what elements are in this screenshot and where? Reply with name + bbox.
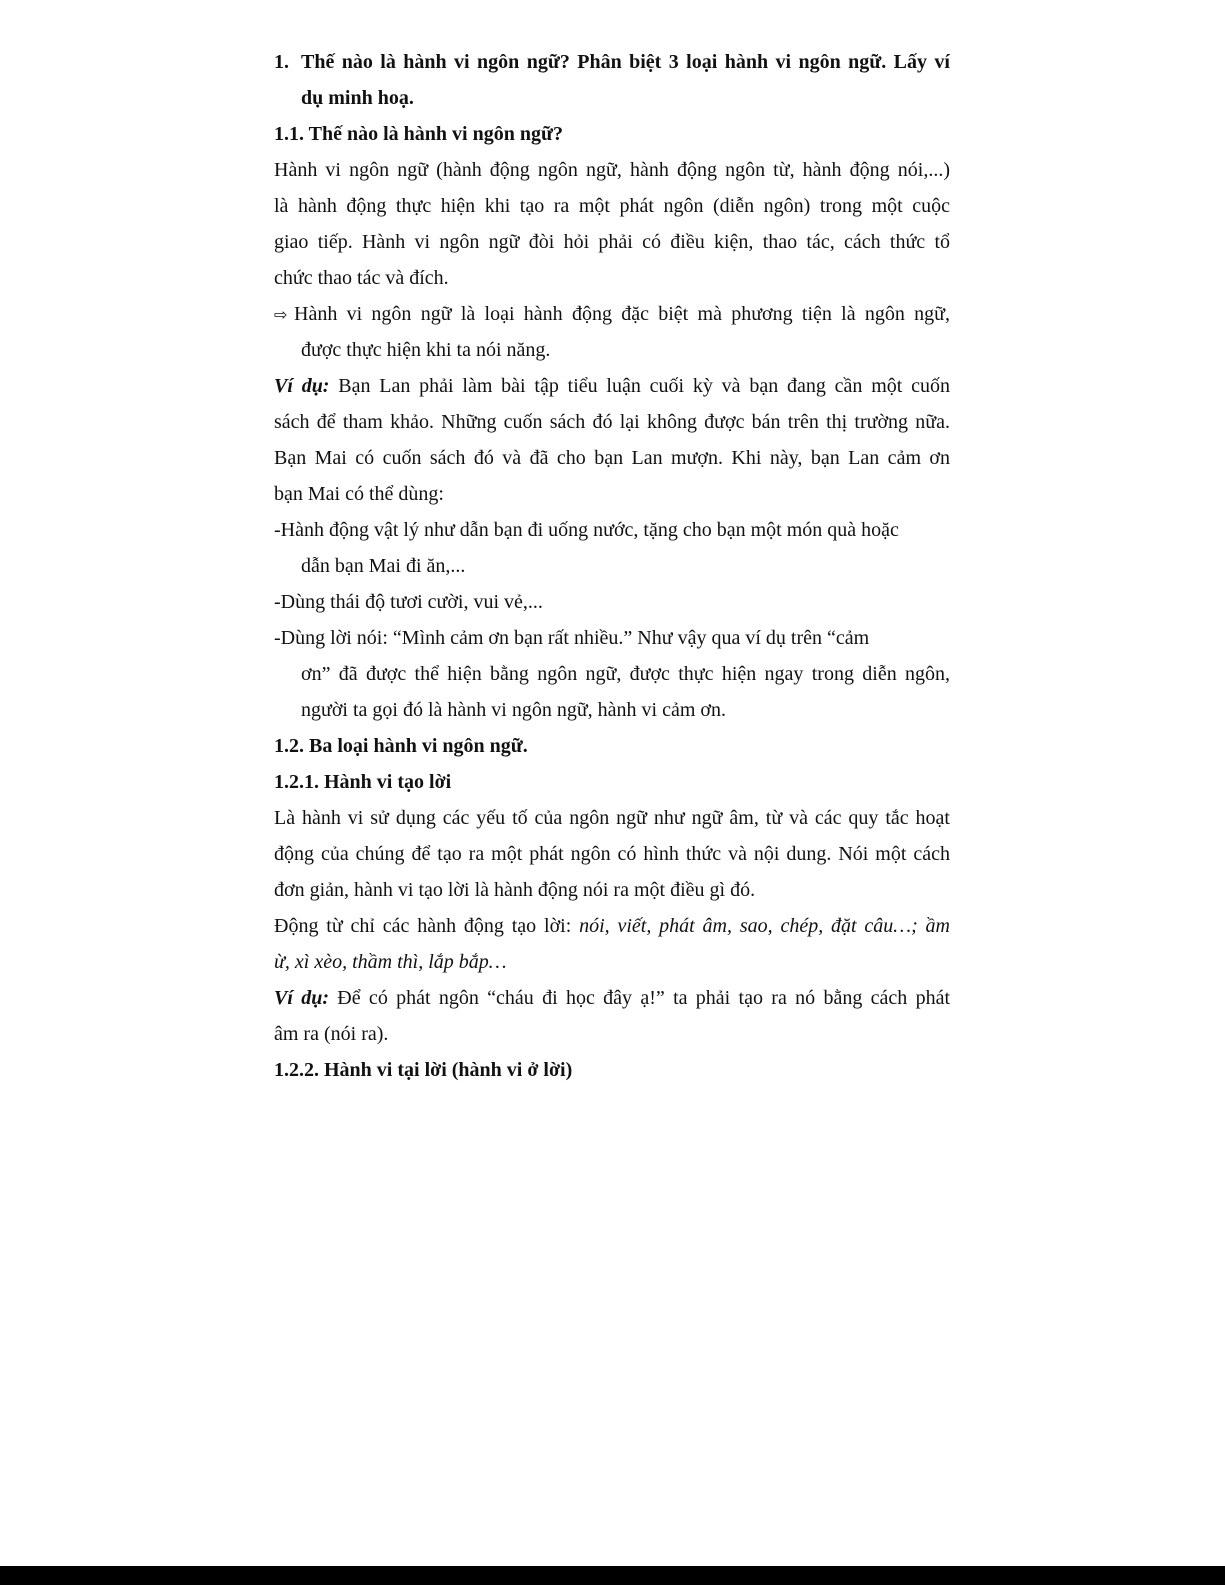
section-1-2-title: 1.2. Ba loại hành vi ngôn ngữ.	[274, 735, 528, 757]
example-label: Ví dụ:	[274, 375, 330, 397]
example-2-line2: âm ra (nói ra).	[274, 1023, 389, 1045]
right-arrow-icon: ⇨	[274, 305, 288, 324]
verbs-italic-2: ừ, xì xèo, thầm thì, lắp bắp…	[274, 951, 507, 973]
example-line1	[274, 368, 950, 404]
paragraph-line: Là hành vi sử dụng các yếu tố của ngôn ngữ như ngữ âm, từ và các quy tắc hoạt	[274, 807, 950, 829]
bullet-1-line1: -Hành động vật lý như dẫn bạn đi uống nước, tặng cho bạn một món quà hoặc	[274, 519, 899, 541]
section-1-2-2-title: 1.2.2. Hành vi tại lời (hành vi ở lời)	[274, 1059, 573, 1081]
conclusion-line2: được thực hiện khi ta nói năng.	[301, 339, 551, 361]
section-1-2-1-title: 1.2.1. Hành vi tạo lời	[274, 771, 452, 793]
verbs-prefix: Động từ chỉ các hành động tạo lời:	[274, 915, 580, 937]
heading-1-line2: dụ minh hoạ.	[301, 87, 414, 109]
example-line: Bạn Mai có cuốn sách đó và đã cho bạn Lan mượn. Khi này, bạn Lan cảm ơn	[274, 447, 950, 469]
bullet-3-line3: người ta gọi đó là hành vi ngôn ngữ, hành vi cảm ơn.	[301, 699, 726, 721]
paragraph-line: đơn giản, hành vi tạo lời là hành động nói ra một điều gì đó.	[274, 879, 756, 901]
bullet-3-line1: -Dùng lời nói: “Mình cảm ơn bạn rất nhiều.” Như vậy qua ví dụ trên “cảm	[274, 627, 870, 649]
heading-1-number: 1.	[274, 51, 289, 73]
bullet-2: -Dùng thái độ tươi cười, vui vẻ,...	[274, 591, 543, 613]
example-2-line1	[274, 980, 950, 1016]
conclusion-text: Hành vi ngôn ngữ là loại hành động đặc biệt mà phương tiện là ngôn ngữ,	[294, 303, 950, 325]
paragraph-line: là hành động thực hiện khi tạo ra một phát ngôn (diễn ngôn) trong một cuộc	[274, 195, 950, 217]
document-body	[274, 44, 950, 1088]
verbs-line1	[274, 908, 950, 944]
example-text: Bạn Lan phải làm bài tập tiểu luận cuối kỳ và bạn đang cần một cuốn	[329, 375, 950, 397]
example-line: sách để tham khảo. Những cuốn sách đó lại không được bán trên thị trường nữa.	[274, 411, 950, 433]
heading-1	[274, 44, 950, 80]
paragraph-line: động của chúng để tạo ra một phát ngôn có hình thức và nội dung. Nói một cách	[274, 843, 950, 865]
heading-1-line1: Thế nào là hành vi ngôn ngữ? Phân biệt 3 loại hành vi ngôn ngữ. Lấy ví	[301, 51, 950, 73]
example-label: Ví dụ:	[274, 987, 329, 1009]
paragraph-line: giao tiếp. Hành vi ngôn ngữ đòi hỏi phải có điều kiện, thao tác, cách thức tổ	[274, 231, 950, 253]
example-line: bạn Mai có thể dùng:	[274, 483, 444, 505]
bullet-3-line2: ơn” đã được thể hiện bằng ngôn ngữ, được thực hiện ngay trong diễn ngôn,	[301, 663, 950, 685]
paragraph-line: chức thao tác và đích.	[274, 267, 449, 289]
verbs-italic-1: nói, viết, phát âm, sao, chép, đặt câu…; ầm	[579, 915, 950, 937]
paragraph-line: Hành vi ngôn ngữ (hành động ngôn ngữ, hành động ngôn từ, hành động nói,...)	[274, 159, 950, 181]
example-text: Để có phát ngôn “cháu đi học đây ạ!” ta phải tạo ra nó bằng cách phát	[329, 987, 951, 1009]
section-1-1-title: 1.1. Thế nào là hành vi ngôn ngữ?	[274, 123, 563, 145]
conclusion-line1	[274, 296, 950, 332]
page-bottom-border	[0, 1566, 1225, 1585]
bullet-1-line2: dẫn bạn Mai đi ăn,...	[301, 555, 466, 577]
